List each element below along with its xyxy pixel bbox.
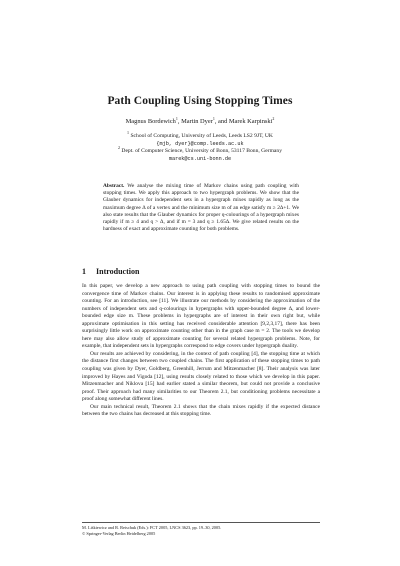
- affiliation-2-email: marek@cs.uni-bonn.de: [168, 155, 232, 162]
- author-name: and Marek Karpinski: [218, 118, 273, 125]
- abstract-label: Abstract.: [103, 183, 125, 189]
- affiliations: [0, 130, 400, 163]
- affiliation-1: $^1$ School of Computing, University of Leeds, Leeds LS2 9JT, UK: [127, 130, 273, 139]
- footnote-citation: M. Liśkiewicz and R. Reischuk (Eds.): FCT 2005, LNCS 3623, pp. 19–30, 2005.: [82, 525, 222, 530]
- author-name: Magnus Bordewich: [125, 118, 176, 125]
- author-affil-marker: 2: [272, 115, 275, 121]
- paper-title: Path Coupling Using Stopping Times: [107, 95, 293, 107]
- section-number: 1: [82, 267, 86, 276]
- publication-footnote: [82, 525, 320, 537]
- section-title: Introduction: [96, 267, 140, 276]
- affiliation-2: $^2$ Dept. of Computer Science, University of Bonn, 53117 Bonn, Germany: [118, 145, 282, 155]
- paragraph: Our results are achieved by considering, in the context of path coupling [4], the stopping time at which the distance first changes between two coupled chains. The first application of these stopping times to path coupling was given by Dyer, Goldberg, Greenhill, Jerrum and Mitzenmacher [8]. Their analysis was later improved by Hayes and Vigoda [12], using results closely related to those which we develop in this paper. Mitzenmacher and Niklova [15] had earlier stated a similar theorem, but could not provide a conclusive proof. Their approach had many similarities to our Theorem 2.1, but conditioning problems necessitate a proof along somewhat different lines.: [82, 350, 320, 403]
- abstract: [103, 183, 299, 233]
- author-name: Martin Dyer: [181, 118, 213, 125]
- section-heading: [82, 267, 149, 276]
- author-affil-marker: 1: [212, 115, 215, 121]
- body-text: [82, 283, 320, 419]
- footnote-copyright: © Springer-Verlag Berlin Heidelberg 2005: [82, 530, 156, 536]
- paragraph: In this paper, we develop a new approach to using path coupling with stopping times to bound the convergence time of Markov chains. Our interest is in applying these results to randomised approximate counting. For an introduction, see [11]. We illustrate our methods by considering the approximation of the numbers of independent sets and q-colourings in hypergraphs with upper-bounded degree Δ, and lower-bounded edge size m. These problems in hypergraphs are of interest in their own right but, while approximate optimisation in this setting has received considerable attention [9,2,3,17], there has been surprisingly little work on approximate counting other than in the graph case m = 2. The tools we develop here may also allow study of approximate counting for several related hypergraph problems. Note, for example, that independent sets in hypergraphs correspond to edge covers under hypergraph duality.: [82, 283, 320, 350]
- author-line: Magnus Bordewich$^1$, Martin Dyer$^1$, and Marek Karpinski$^2$: [125, 115, 275, 125]
- paragraph: Our main technical result, Theorem 2.1 shows that the chain mixes rapidly if the expected distance between the two chains has decreased at this stopping time.: [82, 403, 320, 418]
- affiliation-1-email: {mjb, dyer}@comp.leeds.ac.uk: [156, 140, 244, 147]
- abstract-text: We analyse the mixing time of Markov chains using path coupling with stopping times. We apply this approach to two hypergraph problems. We show that the Glauber dynamics for independent sets in a hypergraph mixes rapidly as long as the maximum degree Δ of a vertex and the minimum size m of an edge satisfy m ≥ 2Δ+1. We also state results that the Glauber dynamics for proper q-colourings of a hypergraph mixes rapidly if m ≥ 4 and q > Δ, and if m = 3 and q ≥ 1.65Δ. We give related results on the hardness of exact and approximate counting for both problems.: [103, 183, 299, 233]
- author-affil-marker: 1: [175, 115, 178, 121]
- footnote-rule: [82, 522, 320, 523]
